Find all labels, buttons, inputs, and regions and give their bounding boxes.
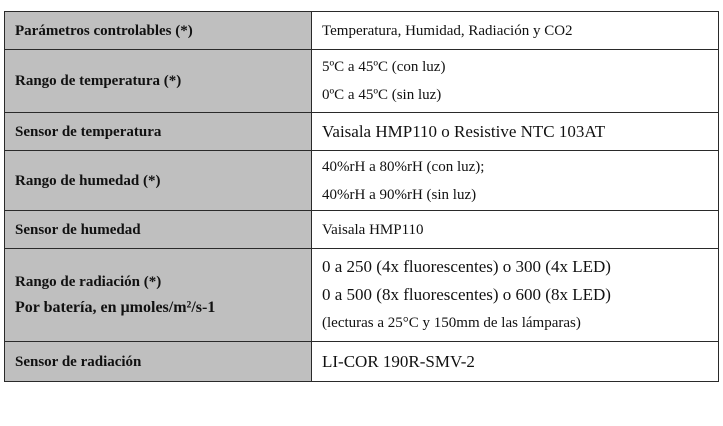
row-value-text: LI-COR 190R-SMV-2 (322, 351, 475, 371)
row-label-text: Sensor de temperatura (15, 123, 162, 140)
row-label (5, 113, 312, 151)
row-value (312, 249, 719, 342)
row-value (312, 342, 719, 382)
row-label-subtext: Por batería, en µmoles/m²/s-1 (15, 299, 216, 316)
table-row (5, 342, 719, 382)
row-label (5, 50, 312, 113)
row-value-text: 0 a 250 (4x fluorescentes) o 300 (4x LED) (322, 257, 611, 276)
row-value-text: 40%rH a 90%rH (sin luz) (322, 186, 477, 203)
row-value-text: Vaisala HMP110 o Resistive NTC 103AT (322, 121, 606, 141)
row-label-text: Rango de temperatura (*) (15, 73, 182, 89)
row-value (312, 12, 719, 50)
table-row (5, 151, 719, 211)
spec-table (4, 11, 719, 382)
row-label (5, 151, 312, 211)
table-row (5, 211, 719, 249)
row-value-text: 40%rH a 80%rH (con luz); (322, 158, 485, 175)
row-label-text: Rango de radiación (*) (15, 274, 162, 290)
row-value-text: 0ºC a 45ºC (sin luz) (322, 87, 442, 103)
row-value (312, 211, 719, 249)
row-value-text: (lecturas a 25°C y 150mm de las lámparas) (322, 315, 581, 331)
row-value-text: 0 a 500 (8x fluorescentes) o 600 (8x LED) (322, 285, 611, 304)
table-row (5, 249, 719, 342)
row-label-text: Rango de humedad (*) (15, 172, 161, 189)
row-value (312, 50, 719, 113)
row-label (5, 249, 312, 342)
row-label-text: Parámetros controlables (*) (15, 22, 193, 39)
table-row (5, 50, 719, 113)
row-label (5, 211, 312, 249)
row-label (5, 12, 312, 50)
row-label-text: Sensor de humedad (15, 221, 141, 238)
row-value (312, 151, 719, 211)
table-row (5, 113, 719, 151)
row-label (5, 342, 312, 382)
table-row (5, 12, 719, 50)
row-value-text: 5ºC a 45ºC (con luz) (322, 59, 446, 75)
row-value-text: Vaisala HMP110 (322, 221, 424, 238)
row-value (312, 113, 719, 151)
row-value-text: Temperatura, Humidad, Radiación y CO2 (322, 22, 573, 39)
row-label-text: Sensor de radiación (15, 353, 142, 370)
